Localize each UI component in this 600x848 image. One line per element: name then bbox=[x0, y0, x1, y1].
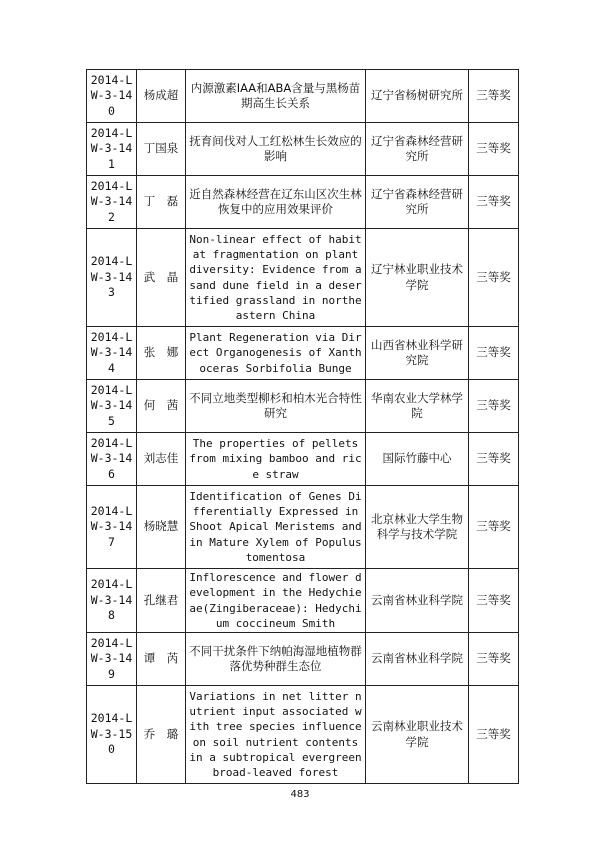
page-number: 483 bbox=[290, 789, 310, 800]
institution-cell: 辽宁省森林经营研究所 bbox=[366, 176, 469, 229]
author-cell: 武 晶 bbox=[137, 229, 186, 327]
paper-title-cell: Non-linear effect of habitat fragmentation on plant diversity: Evidence from a sand dune field in a desertified grassland in northeastern China bbox=[186, 229, 366, 327]
paper-title-cell: 不同立地类型柳杉和柏木光合特性研究 bbox=[186, 380, 366, 433]
table-row bbox=[87, 123, 519, 176]
paper-title-cell: Inflorescence and flower development in the Hedychieae(Zingiberaceae): Hedychium coccineum Smith bbox=[186, 569, 366, 633]
author-cell: 孔继君 bbox=[137, 569, 186, 633]
table-row bbox=[87, 176, 519, 229]
institution-cell: 云南省林业科学院 bbox=[366, 569, 469, 633]
institution-cell: 云南省林业科学院 bbox=[366, 633, 469, 686]
author-cell: 乔 璐 bbox=[137, 686, 186, 784]
prize-cell: 三等奖 bbox=[469, 486, 519, 569]
author-cell: 何 茜 bbox=[137, 380, 186, 433]
prize-cell: 三等奖 bbox=[469, 327, 519, 380]
prize-cell: 三等奖 bbox=[469, 123, 519, 176]
paper-title-cell: 抚育间伐对人工红松林生长效应的影响 bbox=[186, 123, 366, 176]
paper-id-cell: 2014-LW-3-145 bbox=[87, 380, 137, 433]
author-cell: 丁国泉 bbox=[137, 123, 186, 176]
table-row bbox=[87, 686, 519, 784]
paper-id-cell: 2014-LW-3-144 bbox=[87, 327, 137, 380]
prize-cell: 三等奖 bbox=[469, 633, 519, 686]
awards-table bbox=[86, 69, 519, 784]
institution-cell: 辽宁林业职业技术学院 bbox=[366, 229, 469, 327]
prize-cell: 三等奖 bbox=[469, 569, 519, 633]
paper-title-cell: 不同干扰条件下纳帕海湿地植物群落优势种群生态位 bbox=[186, 633, 366, 686]
paper-id-cell: 2014-LW-3-148 bbox=[87, 569, 137, 633]
table-row bbox=[87, 229, 519, 327]
table-row bbox=[87, 433, 519, 486]
institution-cell: 北京林业大学生物科学与技术学院 bbox=[366, 486, 469, 569]
paper-id-cell: 2014-LW-3-150 bbox=[87, 686, 137, 784]
author-cell: 杨成超 bbox=[137, 70, 186, 123]
table-row bbox=[87, 633, 519, 686]
institution-cell: 辽宁省杨树研究所 bbox=[366, 70, 469, 123]
prize-cell: 三等奖 bbox=[469, 70, 519, 123]
author-cell: 谭 芮 bbox=[137, 633, 186, 686]
table-row bbox=[87, 70, 519, 123]
prize-cell: 三等奖 bbox=[469, 433, 519, 486]
institution-cell: 山西省林业科学研究院 bbox=[366, 327, 469, 380]
table-row bbox=[87, 380, 519, 433]
paper-id-cell: 2014-LW-3-140 bbox=[87, 70, 137, 123]
paper-title-cell: 近自然森林经营在辽东山区次生林恢复中的应用效果评价 bbox=[186, 176, 366, 229]
table-row bbox=[87, 327, 519, 380]
paper-id-cell: 2014-LW-3-149 bbox=[87, 633, 137, 686]
paper-title-cell: Variations in net litter nutrient input associated with tree species influence on soil nutrient contents in a subtropical evergreen broad-leaved forest bbox=[186, 686, 366, 784]
author-cell: 杨晓慧 bbox=[137, 486, 186, 569]
institution-cell: 国际竹藤中心 bbox=[366, 433, 469, 486]
author-cell: 丁 磊 bbox=[137, 176, 186, 229]
author-cell: 刘志佳 bbox=[137, 433, 186, 486]
table-row bbox=[87, 569, 519, 633]
paper-id-cell: 2014-LW-3-141 bbox=[87, 123, 137, 176]
prize-cell: 三等奖 bbox=[469, 176, 519, 229]
paper-title-cell: Identification of Genes Differentially Expressed in Shoot Apical Meristems and in Mature Xylem of Populus tomentosa bbox=[186, 486, 366, 569]
paper-id-cell: 2014-LW-3-146 bbox=[87, 433, 137, 486]
prize-cell: 三等奖 bbox=[469, 686, 519, 784]
table-row bbox=[87, 486, 519, 569]
author-cell: 张 娜 bbox=[137, 327, 186, 380]
paper-title-cell: 内源激素IAA和ABA含量与黑杨苗期高生长关系 bbox=[186, 70, 366, 123]
prize-cell: 三等奖 bbox=[469, 380, 519, 433]
paper-id-cell: 2014-LW-3-142 bbox=[87, 176, 137, 229]
paper-title-cell: The properties of pellets from mixing bamboo and rice straw bbox=[186, 433, 366, 486]
prize-cell: 三等奖 bbox=[469, 229, 519, 327]
paper-id-cell: 2014-LW-3-143 bbox=[87, 229, 137, 327]
institution-cell: 辽宁省森林经营研究所 bbox=[366, 123, 469, 176]
institution-cell: 云南林业职业技术学院 bbox=[366, 686, 469, 784]
paper-id-cell: 2014-LW-3-147 bbox=[87, 486, 137, 569]
paper-title-cell: Plant Regeneration via Direct Organogenesis of Xanthoceras Sorbifolia Bunge bbox=[186, 327, 366, 380]
institution-cell: 华南农业大学林学院 bbox=[366, 380, 469, 433]
